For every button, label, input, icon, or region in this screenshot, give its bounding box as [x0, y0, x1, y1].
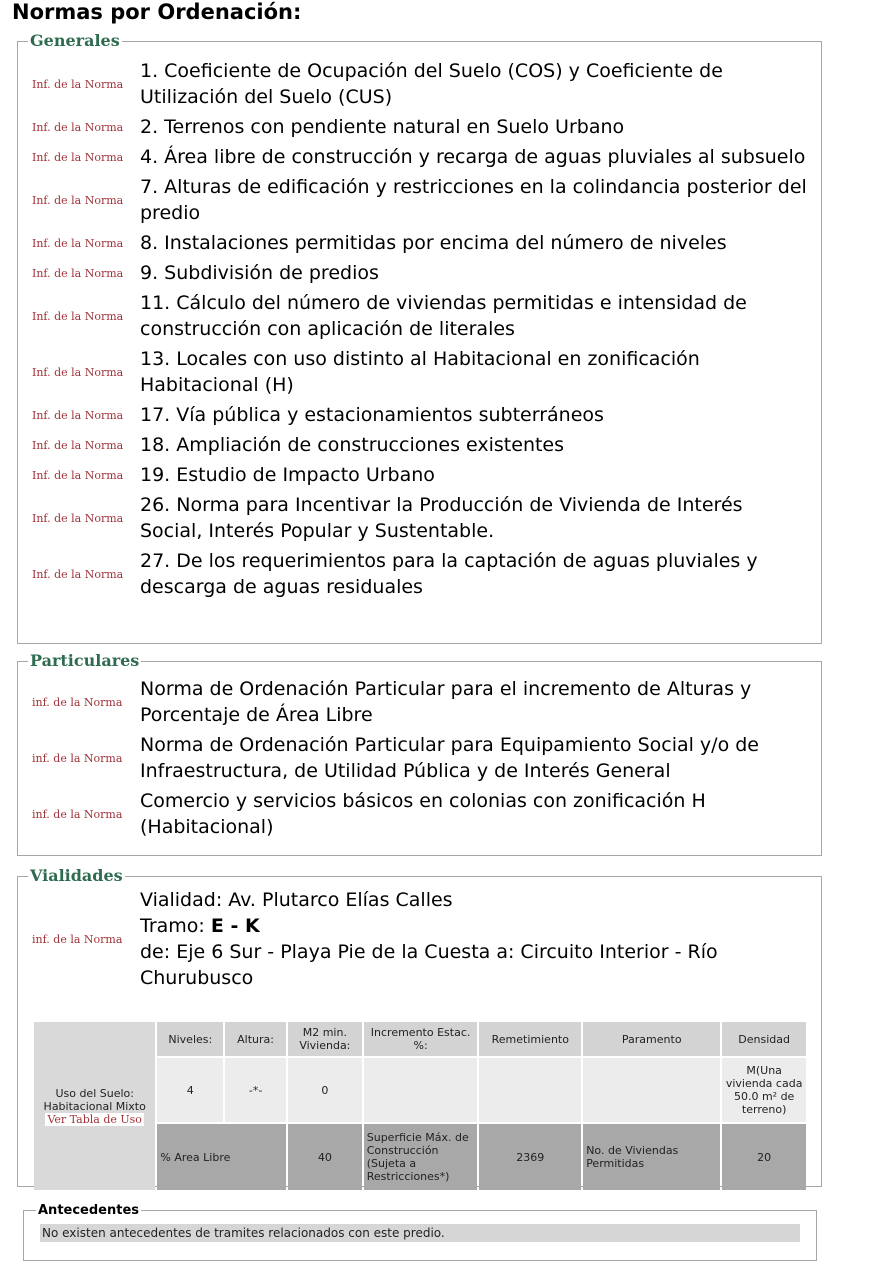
generales-norma-link[interactable]: Inf. de la Norma: [32, 77, 124, 91]
generales-norma-row: [18, 142, 821, 172]
generales-norma-link[interactable]: Inf. de la Norma: [32, 309, 124, 323]
superficie-max-value: 2369: [479, 1124, 581, 1190]
de-value: Eje 6 Sur - Playa Pie de la Cuesta: [176, 941, 491, 963]
tramo-label: Tramo:: [140, 915, 211, 937]
vialidades-section: [17, 867, 822, 1187]
generales-norma-link[interactable]: Inf. de la Norma: [32, 120, 124, 134]
generales-norma-link[interactable]: Inf. de la Norma: [32, 511, 124, 525]
particulares-norma-row: [18, 674, 821, 730]
particulares-norma-row: [18, 786, 821, 842]
generales-norma-link[interactable]: Inf. de la Norma: [32, 150, 124, 164]
uso-suelo-label: Uso del Suelo:: [55, 1086, 134, 1100]
generales-norma-text: 26. Norma para Incentivar la Producción de Vivienda de Interés Social, Interés Popular y Sustentable.: [140, 494, 743, 542]
ver-tabla-uso-link[interactable]: Ver Tabla de Uso: [47, 1112, 142, 1126]
value-remetimiento: [479, 1058, 581, 1122]
generales-norma-row: [18, 172, 821, 228]
generales-norma-text: 27. De los requerimientos para la captación de aguas pluviales y descarga de aguas residuales: [140, 550, 758, 598]
uso-suelo-table: [32, 1020, 808, 1192]
area-libre-value: 40: [288, 1124, 362, 1190]
header-paramento: Paramento: [583, 1022, 720, 1056]
particulares-norma-text: Norma de Ordenación Particular para el incremento de Alturas y Porcentaje de Área Libre: [140, 678, 752, 726]
value-altura: -*-: [225, 1058, 286, 1122]
header-niveles: Niveles:: [157, 1022, 223, 1056]
generales-norma-text: 18. Ampliación de construcciones existentes: [140, 434, 565, 456]
header-remetimiento: Remetimiento: [479, 1022, 581, 1056]
superficie-max-label: Superficie Máx. de Construcción (Sujeta a Restricciones*): [364, 1124, 478, 1190]
header-incremento-estac: Incremento Estac. %:: [364, 1022, 478, 1056]
generales-norma-link[interactable]: Inf. de la Norma: [32, 365, 124, 379]
uso-suelo-value: Habitacional Mixto: [43, 1099, 146, 1113]
uso-suelo-cell: [34, 1022, 155, 1190]
a-value: Circuito Interior - Río Churubusco: [140, 941, 718, 989]
header-m2-min: M2 min. Vivienda:: [288, 1022, 362, 1056]
particulares-legend: Particulares: [30, 651, 140, 670]
generales-norma-row: [18, 258, 821, 288]
generales-norma-row: [18, 288, 821, 344]
generales-norma-link[interactable]: Inf. de la Norma: [32, 438, 124, 452]
generales-norma-link[interactable]: Inf. de la Norma: [32, 468, 124, 482]
particulares-norma-link[interactable]: inf. de la Norma: [32, 751, 123, 765]
generales-norma-row: [18, 546, 821, 602]
particulares-norma-row: [18, 730, 821, 786]
generales-norma-link[interactable]: Inf. de la Norma: [32, 193, 124, 207]
vialidad-name: Av. Plutarco Elías Calles: [228, 889, 453, 911]
num-viviendas-value: 20: [722, 1124, 806, 1190]
value-incremento-estac: [364, 1058, 478, 1122]
generales-norma-row: [18, 490, 821, 546]
generales-legend: Generales: [30, 31, 120, 50]
generales-norma-text: 11. Cálculo del número de viviendas permitidas e intensidad de construcción con aplicación de literales: [140, 292, 747, 340]
generales-norma-row: [18, 56, 821, 112]
generales-section: [17, 32, 822, 644]
generales-norma-link[interactable]: Inf. de la Norma: [32, 266, 124, 280]
generales-norma-row: [18, 460, 821, 490]
vialidades-legend: Vialidades: [30, 866, 123, 885]
generales-norma-text: 2. Terrenos con pendiente natural en Suelo Urbano: [140, 116, 625, 138]
particulares-norma-text: Comercio y servicios básicos en colonias con zonificación H (Habitacional): [140, 790, 706, 838]
value-densidad: M(Una vivienda cada 50.0 m² de terreno): [722, 1058, 806, 1122]
generales-norma-row: [18, 344, 821, 400]
generales-norma-row: [18, 228, 821, 258]
tramo-value: E - K: [210, 915, 260, 937]
generales-norma-text: 17. Vía pública y estacionamientos subterráneos: [140, 404, 604, 426]
particulares-section: [17, 652, 822, 856]
value-m2-min: 0: [288, 1058, 362, 1122]
num-viviendas-label: No. de Viviendas Permitidas: [583, 1124, 720, 1190]
vialidad-label: Vialidad:: [140, 889, 229, 911]
generales-norma-link[interactable]: Inf. de la Norma: [32, 567, 124, 581]
a-label: a:: [490, 941, 521, 963]
generales-norma-text: 9. Subdivisión de predios: [140, 262, 379, 284]
generales-norma-row: [18, 400, 821, 430]
vialidad-info: [18, 885, 821, 991]
antecedentes-legend: Antecedentes: [38, 1203, 140, 1218]
page-title: Normas por Ordenación:: [12, 0, 302, 24]
particulares-norma-link[interactable]: inf. de la Norma: [32, 695, 123, 709]
antecedentes-text: No existen antecedentes de tramites relacionados con este predio.: [40, 1224, 800, 1242]
generales-norma-text: 8. Instalaciones permitidas por encima del número de niveles: [140, 232, 727, 254]
generales-norma-text: 19. Estudio de Impacto Urbano: [140, 464, 435, 486]
value-niveles: 4: [157, 1058, 223, 1122]
generales-norma-row: [18, 430, 821, 460]
header-altura: Altura:: [225, 1022, 286, 1056]
particulares-norma-text: Norma de Ordenación Particular para Equipamiento Social y/o de Infraestructura, de Utilidad Pública y de Interés General: [140, 734, 759, 782]
generales-norma-text: 13. Locales con uso distinto al Habitacional en zonificación Habitacional (H): [140, 348, 700, 396]
vialidad-norma-link[interactable]: inf. de la Norma: [32, 932, 123, 946]
particulares-norma-link[interactable]: inf. de la Norma: [32, 807, 123, 821]
generales-norma-text: 4. Área libre de construcción y recarga de aguas pluviales al subsuelo: [140, 146, 806, 168]
generales-norma-row: [18, 112, 821, 142]
generales-norma-link[interactable]: Inf. de la Norma: [32, 236, 124, 250]
antecedentes-section: [23, 1203, 817, 1261]
generales-norma-link[interactable]: Inf. de la Norma: [32, 408, 124, 422]
header-densidad: Densidad: [722, 1022, 806, 1056]
value-paramento: [583, 1058, 720, 1122]
generales-norma-text: 1. Coeficiente de Ocupación del Suelo (COS) y Coeficiente de Utilización del Suelo (CUS): [140, 60, 723, 108]
area-libre-label: % Area Libre: [157, 1124, 286, 1190]
generales-norma-text: 7. Alturas de edificación y restricciones en la colindancia posterior del predio: [140, 176, 807, 224]
de-label: de:: [140, 941, 177, 963]
